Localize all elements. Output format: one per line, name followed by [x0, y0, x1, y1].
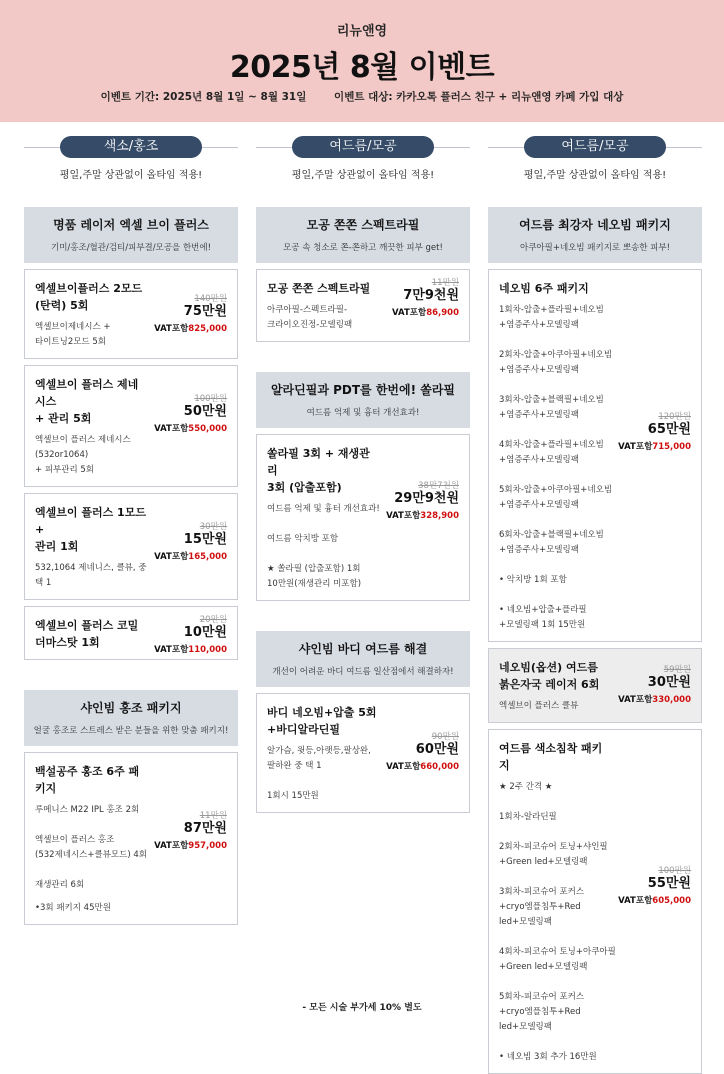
package-card [488, 729, 702, 1074]
category-header [256, 136, 470, 158]
category-pill: 여드름/모공 [292, 136, 434, 158]
category-subtitle: 평일,주말 상관없이 올타임 적용! [291, 170, 435, 181]
original-price: 90만원 [431, 732, 459, 742]
price-box [618, 864, 691, 906]
section-title: 샤인빔 바디 여드름 해결 [298, 642, 428, 656]
vat-amount: 86,900 [426, 308, 459, 318]
event-price: 15만원 [183, 532, 227, 547]
vat-amount: 605,000 [652, 896, 691, 906]
event-price: 87만원 [183, 821, 227, 836]
section-banner [488, 207, 702, 263]
category-header [488, 136, 702, 158]
price-box [386, 730, 459, 772]
column-acne-pore-2 [488, 136, 702, 1074]
vat-price [618, 440, 691, 452]
package-description: 알가슴, 윗등,아랫등,팔상완, 팔하완 중 택 1 1회시 15만원 [267, 746, 371, 801]
vat-amount: 957,000 [188, 841, 227, 851]
package-card [256, 693, 470, 813]
vat-amount: 715,000 [652, 442, 691, 452]
original-price: 11만원 [199, 811, 227, 821]
price-box [154, 292, 227, 334]
package-note: •3회 패키지 45만원 [35, 903, 111, 913]
package-description: 엑셀브이 플러스 제네시스 (532or1064) + 피부관리 5회 [35, 435, 131, 475]
package-name: 백설공주 홍조 6주 패키지 [35, 765, 140, 795]
package-name: 네오빔 6주 패키지 [499, 282, 589, 295]
price-box [618, 663, 691, 705]
original-price: 59만원 [663, 665, 691, 675]
vat-price [386, 509, 459, 521]
vat-price [154, 839, 227, 851]
vat-label: VAT포함 [154, 841, 189, 851]
category-header [24, 136, 238, 158]
footer-note: - 모든 시술 부가세 10% 별도 [302, 1003, 422, 1013]
section-banner [256, 207, 470, 263]
vat-price [392, 306, 459, 318]
section-banner [256, 372, 470, 428]
event-period: 이벤트 기간: 2025년 8월 1일 ~ 8월 31일 [100, 91, 307, 103]
price-box [386, 479, 459, 521]
price-box [618, 410, 691, 452]
price-box [154, 613, 227, 655]
vat-amount: 550,000 [188, 424, 227, 434]
event-price: 50만원 [183, 404, 227, 419]
event-price: 10만원 [183, 625, 227, 640]
package-name: 엑셀브이 플러스 1모드 + 관리 1회 [35, 506, 146, 553]
section-subtitle: 얼굴 홍조로 스트레스 받은 분들을 위한 맞춤 패키지! [33, 726, 229, 736]
package-description: 엑셀브이제네시스 + 타이트닝2모드 5회 [35, 322, 111, 347]
package-description: 1회차-압출+플라필+네오빔 +염증주사+모델링팩 2회차-압출+아쿠아필+네오빔 +염증주사+모델링팩 3회차-압출+블랙필+네오빔 +염증주사+모델링팩 4회차-압출+플라필+네오빔 +염증주사+모델링팩 5회차-압출+아쿠아필+네오빔 +염증주사+모델링팩 6회차-압출+블랙필+네오빔 +염증주사+모델링팩 • 악치방 1회 포함 • 네오빔+압출+플라필 +모델링팩 1회 15만원 [499, 305, 613, 630]
category-subtitle: 평일,주말 상관없이 올타임 적용! [59, 170, 203, 181]
package-description: 532,1064 제네니스, 클뷰, 중 택 1 [35, 563, 147, 588]
package-card [24, 269, 238, 359]
category-pill: 여드름/모공 [524, 136, 666, 158]
category-subtitle: 평일,주말 상관없이 올타임 적용! [523, 170, 667, 181]
vat-label: VAT포함 [386, 762, 421, 772]
original-price: 30만원 [199, 522, 227, 532]
event-price: 7만9천원 [403, 288, 459, 303]
package-card [256, 269, 470, 342]
package-description: 아쿠아필-스펙트라필- 크라이오진정-모델링팩 [267, 305, 353, 330]
section-title: 여드름 최강자 네오빔 패키지 [519, 218, 671, 232]
package-card [24, 606, 238, 660]
vat-amount: 330,000 [652, 695, 691, 705]
vat-label: VAT포함 [154, 552, 189, 562]
original-price: 38만7천원 [418, 481, 459, 491]
vat-amount: 165,000 [188, 552, 227, 562]
original-price: 11만원 [431, 278, 459, 288]
section-title: 알라딘필과 PDT를 한번에! 쏠라필 [270, 383, 456, 397]
section-subtitle: 모공 속 청소로 쫀-쫀하고 깨끗한 피부 get! [283, 243, 443, 253]
vat-price [618, 693, 691, 705]
package-description: 엑셀브이 플러스 클뷰 [499, 701, 579, 711]
section-title: 명품 레이저 엑셀 브이 플러스 [53, 218, 209, 232]
package-name: 모공 쫀쫀 스펙트라필 [267, 282, 371, 295]
event-price: 30만원 [647, 675, 691, 690]
vat-amount: 825,000 [188, 324, 227, 334]
price-box [392, 276, 459, 318]
section-subtitle: 기미/홍조/혈관/검티/피부결/모공을 한번에! [50, 243, 212, 253]
vat-price [154, 643, 227, 655]
package-name: 여드름 색소침착 패키지 [499, 742, 603, 772]
event-price: 75만원 [183, 304, 227, 319]
package-card [24, 365, 238, 487]
event-meta [0, 89, 724, 104]
package-name: 엑셀브이 플러스 제네시스 + 관리 5회 [35, 378, 139, 425]
vat-label: VAT포함 [154, 424, 189, 434]
original-price: 100만원 [194, 394, 227, 404]
section-subtitle: 개선이 어려운 바디 여드름 일산점에서 해결하자! [272, 667, 454, 677]
vat-amount: 328,900 [420, 511, 459, 521]
vat-amount: 660,000 [420, 762, 459, 772]
original-price: 100만원 [658, 866, 691, 876]
package-card [488, 648, 702, 723]
event-price: 55만원 [647, 876, 691, 891]
brand-name: 리뉴앤영 [336, 24, 388, 39]
package-card [488, 269, 702, 642]
section-title: 샤인빔 홍조 패키지 [80, 701, 182, 715]
package-name: 엑셀브이 플러스 코밀 더마스탓 1회 [35, 619, 139, 649]
package-description: ★ 2주 간격 ★ 1회차-알라딘필 2회차-피코슈어 토닝+샤인필 +Green led+모델링팩 3회차-피코슈어 포커스 +cryo엠플침투+Red led+모델링팩 4회차-피코슈어 토닝+아쿠아필 +Green led+모델링팩 5회차-피코슈어 포커스 +cryo엠플침투+Red led+모델링팩 • 네오빔 3회 추가 16만원 [499, 782, 616, 1062]
category-pill: 색소/홍조 [60, 136, 202, 158]
page-title: 2025년 8월 이벤트 [229, 50, 495, 85]
vat-price [154, 422, 227, 434]
vat-label: VAT포함 [618, 896, 653, 906]
price-box [154, 520, 227, 562]
vat-label: VAT포함 [618, 442, 653, 452]
package-name: 엑셀브이플러스 2모드 (탄력) 5회 [35, 282, 143, 312]
vat-label: VAT포함 [618, 695, 653, 705]
original-price: 120만원 [658, 412, 691, 422]
package-name: 네오빔(옵션) 여드름 붉은자국 레이저 6회 [499, 661, 600, 691]
vat-label: VAT포함 [392, 308, 427, 318]
event-target: 이벤트 대상: 카카오톡 플러스 친구 + 리뉴앤영 카페 가입 대상 [334, 91, 624, 103]
price-box [154, 392, 227, 434]
original-price: 20만원 [199, 615, 227, 625]
vat-label: VAT포함 [154, 645, 189, 655]
package-card [256, 434, 470, 601]
event-header [0, 0, 724, 122]
section-title: 모공 쫀쫀 스펙트라필 [306, 218, 420, 232]
vat-price [154, 322, 227, 334]
section-banner [256, 631, 470, 687]
vat-label: VAT포함 [386, 511, 421, 521]
section-subtitle: 여드름 억제 및 흉터 개선효과! [306, 408, 420, 418]
section-subtitle: 아쿠아필+네오빔 패키지로 뽀송한 피부! [519, 243, 670, 253]
vat-price [154, 550, 227, 562]
package-card [24, 493, 238, 600]
package-description: 여드름 억제 및 흉터 개선효과! 여드름 악치방 포함 ★ 쏠라필 (압출포함) 1회 10만원(재생관리 미포함) [267, 504, 380, 589]
column-pigment [24, 136, 238, 925]
package-name: 쏠라필 3회 + 재생관리 3회 (압출포함) [267, 447, 370, 494]
package-name: 바디 네오빔+압출 5회 +바디알라딘필 [267, 706, 377, 736]
package-card [24, 752, 238, 925]
vat-price [618, 894, 691, 906]
event-price: 65만원 [647, 422, 691, 437]
event-price: 60만원 [415, 742, 459, 757]
vat-label: VAT포함 [154, 324, 189, 334]
package-description: 루메니스 M22 IPL 홍조 2회 엑셀브이 플러스 홍조 (532제네시스+클뷰모드) 4회 재생관리 6회 [35, 805, 147, 890]
price-box [154, 809, 227, 851]
vat-price [386, 760, 459, 772]
event-price: 29만9천원 [394, 491, 459, 506]
section-banner [24, 207, 238, 263]
column-acne-pore-1 [256, 136, 470, 813]
vat-amount: 110,000 [188, 645, 227, 655]
original-price: 140만원 [194, 294, 227, 304]
section-banner [24, 690, 238, 746]
